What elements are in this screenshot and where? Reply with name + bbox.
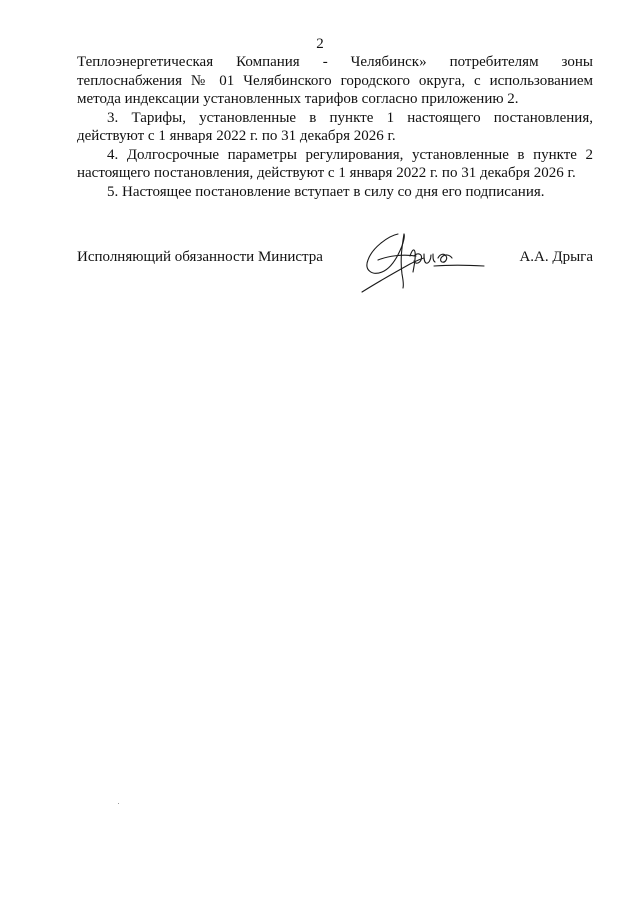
- text-line: настоящего постановления, действуют с 1 января 2022 г. по 31 декабря 2026 г.: [77, 165, 576, 181]
- text-line: 4. Долгосрочные параметры регулирования, установленные в пункте 2: [107, 146, 593, 163]
- signatory-name: А.А. Дрыга: [519, 249, 593, 265]
- text-line: 3. Тарифы, установленные в пункте 1 настоящего постановления,: [107, 109, 593, 126]
- text-line: действуют с 1 января 2022 г. по 31 декабря 2026 г.: [77, 128, 396, 144]
- signatory-title: Исполняющий обязанности Министра: [77, 249, 323, 265]
- text-line: теплоснабжения № 01 Челябинского городского округа, с использованием: [77, 72, 593, 89]
- paragraph-item-4: [77, 146, 593, 183]
- scan-speck: [118, 803, 119, 804]
- handwritten-signature: [358, 226, 490, 296]
- paragraph-continuation: [77, 53, 593, 109]
- text-line: Теплоэнергетическая Компания - Челябинск» потребителям зоны: [77, 54, 593, 70]
- paragraph-item-5: [77, 183, 593, 202]
- page-number: 2: [316, 36, 324, 52]
- document-body: [77, 53, 593, 201]
- paragraph-item-3: [77, 109, 593, 146]
- text-line: 5. Настоящее постановление вступает в силу со дня его подписания.: [107, 183, 545, 200]
- text-line: метода индексации установленных тарифов согласно приложению 2.: [77, 91, 519, 107]
